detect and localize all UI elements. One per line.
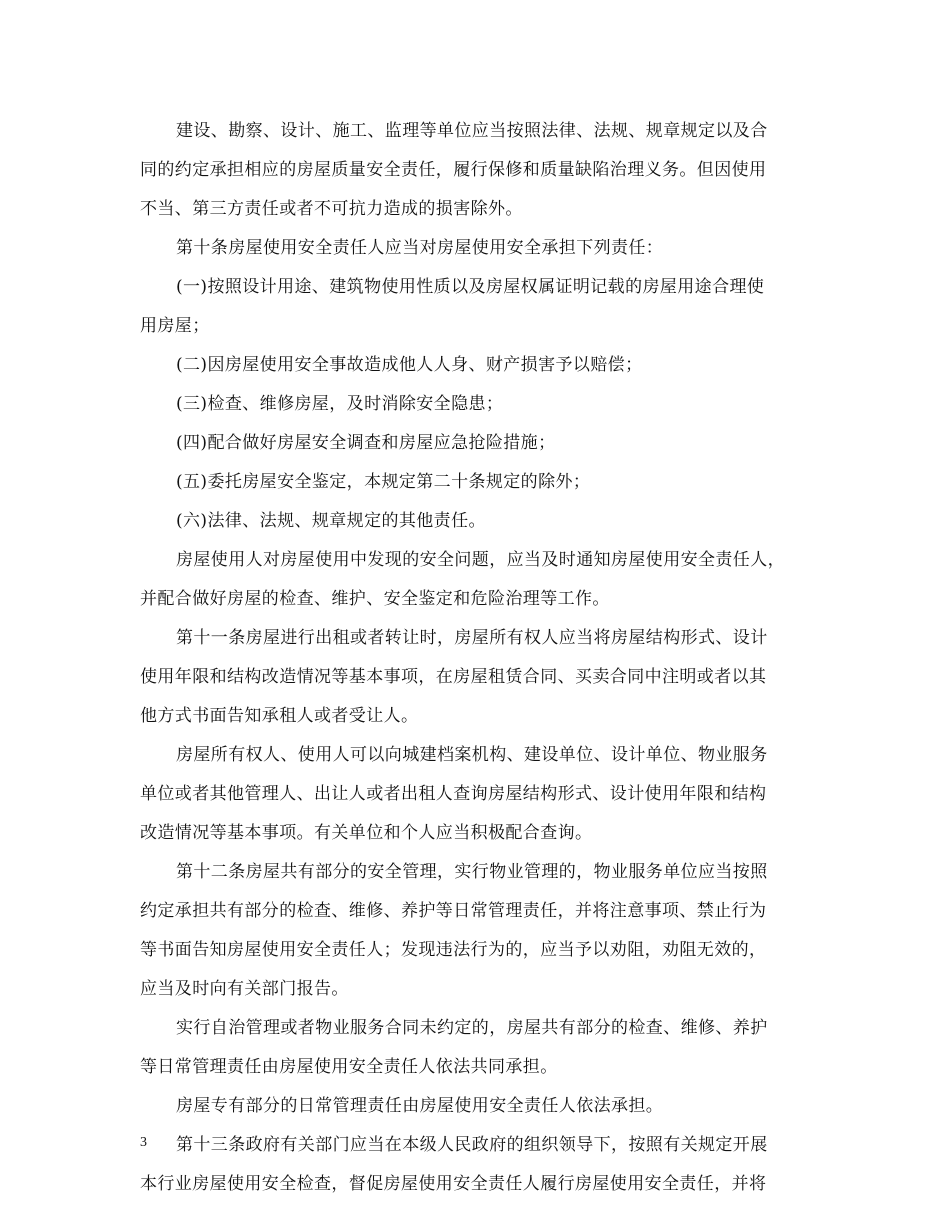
text-line: 单位或者其他管理人、出让人或者出租人查询房屋结构形式、设计使用年限和结构 <box>140 784 767 804</box>
text-line: 等日常管理责任由房屋使用安全责任人依法共同承担。 <box>140 1057 558 1077</box>
text-line: 应当及时向有关部门报告。 <box>140 979 349 999</box>
text-line: 房屋专有部分的日常管理责任由房屋使用安全责任人依法承担。 <box>176 1096 664 1116</box>
text-line: 改造情况等基本事项。有关单位和个人应当积极配合查询。 <box>140 823 593 843</box>
text-line: (五)委托房屋安全鉴定，本规定第二十条规定的除外； <box>176 472 591 492</box>
text-line: (三)检查、维修房屋，及时消除安全隐患； <box>176 394 504 414</box>
text-line: 使用年限和结构改造情况等基本事项，在房屋租赁合同、买卖合同中注明或者以其 <box>140 667 767 687</box>
text-line: 第十条房屋使用安全责任人应当对房屋使用安全承担下列责任： <box>176 238 664 258</box>
text-line: 实行自治管理或者物业服务合同未约定的，房屋共有部分的检查、维修、养护 <box>176 1018 768 1038</box>
text-line: 本行业房屋使用安全检查，督促房屋使用安全责任人履行房屋使用安全责任，并将 <box>140 1174 767 1194</box>
text-line: 并配合做好房屋的检查、维护、安全鉴定和危险治理等工作。 <box>140 589 610 609</box>
text-line: (六)法律、法规、规章规定的其他责任。 <box>176 511 486 531</box>
text-line: (四)配合做好房屋安全调查和房屋应急抢险措施； <box>176 433 556 453</box>
text-line: (二)因房屋使用安全事故造成他人人身、财产损害予以赔偿； <box>176 355 643 375</box>
text-line: 等书面告知房屋使用安全责任人；发现违法行为的，应当予以劝阻，劝阻无效的， <box>140 940 767 960</box>
text-line: 不当、第三方责任或者不可抗力造成的损害除外。 <box>140 199 523 219</box>
text-line: 他方式书面告知承租人或者受让人。 <box>140 706 419 726</box>
text-line: 建设、勘察、设计、施工、监理等单位应当按照法律、法规、规章规定以及合 <box>176 121 768 141</box>
page-number: 3 <box>140 1135 147 1150</box>
text-line: 房屋所有权人、使用人可以向城建档案机构、建设单位、设计单位、物业服务 <box>176 745 768 765</box>
text-line: 第十一条房屋进行出租或者转让时，房屋所有权人应当将房屋结构形式、设计 <box>176 628 768 648</box>
body-text <box>140 112 824 1204</box>
text-line: 房屋使用人对房屋使用中发现的安全问题，应当及时通知房屋使用安全责任人， <box>176 550 785 570</box>
text-line: 同的约定承担相应的房屋质量安全责任，履行保修和质量缺陷治理义务。但因使用 <box>140 160 767 180</box>
text-line: 第十三条政府有关部门应当在本级人民政府的组织领导下，按照有关规定开展 <box>176 1135 768 1155</box>
text-line: 约定承担共有部分的检查、维修、养护等日常管理责任，并将注意事项、禁止行为 <box>140 901 767 921</box>
text-line: (一)按照设计用途、建筑物使用性质以及房屋权属证明记载的房屋用途合理使 <box>176 277 765 297</box>
text-line: 第十二条房屋共有部分的安全管理，实行物业管理的，物业服务单位应当按照 <box>176 862 768 882</box>
text-line: 用房屋； <box>140 316 210 336</box>
